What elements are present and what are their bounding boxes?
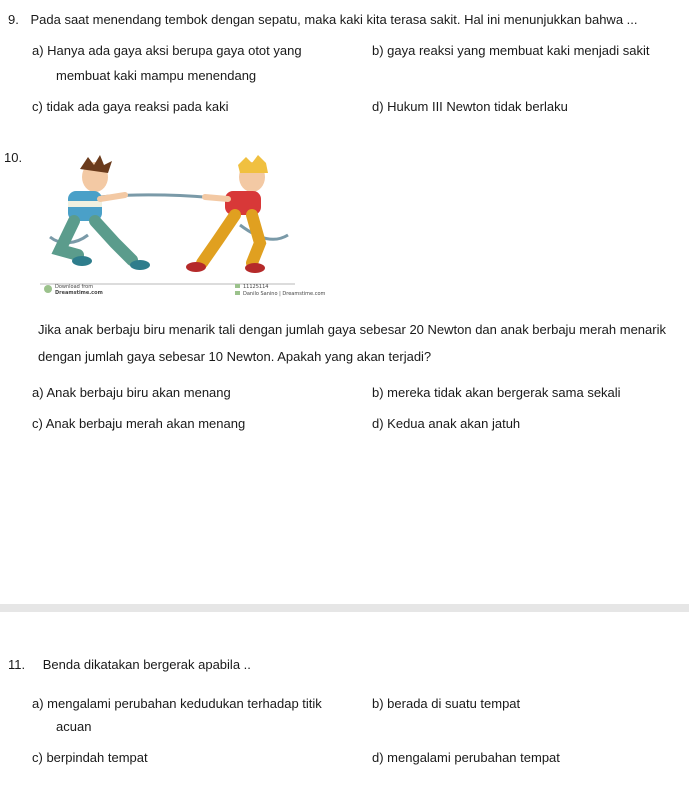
question-number: 11. <box>8 657 26 672</box>
option-b[interactable]: b) mereka tidak akan bergerak sama sekali <box>372 385 621 400</box>
option-a[interactable]: a) mengalami perubahan kedudukan terhadap titik <box>32 696 322 711</box>
question-text: Jika anak berbaju biru menarik tali dengan jumlah gaya sebesar 20 Newton dan anak berbaju merah menarik <box>38 322 666 337</box>
option-d[interactable]: d) mengalami perubahan tempat <box>372 750 560 765</box>
blue-shirt-boy <box>60 155 150 270</box>
watermark-line2: Dreamstime.com <box>55 290 103 296</box>
question-number: 10. <box>4 150 23 165</box>
dreamstime-logo-icon <box>44 285 52 293</box>
red-shirt-boy <box>186 155 268 273</box>
option-d[interactable]: d) Kedua anak akan jatuh <box>372 416 521 431</box>
option-a-continued[interactable]: membuat kaki mampu menendang <box>56 68 257 83</box>
section-divider <box>0 604 689 612</box>
option-a[interactable]: a) Hanya ada gaya aksi berupa gaya otot yang <box>32 43 302 58</box>
option-b[interactable]: b) berada di suatu tempat <box>372 696 521 711</box>
option-d[interactable]: d) Hukum III Newton tidak berlaku <box>372 99 568 114</box>
question-number: 9. <box>8 12 19 27</box>
question-11 <box>8 657 251 672</box>
option-a-continued[interactable]: acuan <box>56 719 92 734</box>
watermark-line1: Download from <box>55 284 94 290</box>
watermark-id: 11125114 <box>243 284 269 290</box>
option-b[interactable]: b) gaya reaksi yang membuat kaki menjadi sakit <box>372 43 650 58</box>
question-text: Benda dikatakan bergerak apabila .. <box>42 657 251 672</box>
option-a[interactable]: a) Anak berbaju biru akan menang <box>32 385 231 400</box>
question-text: Pada saat menendang tembok dengan sepatu, maka kaki kita terasa sakit. Hal ini menunjukkan bahwa ... <box>30 12 638 27</box>
option-c[interactable]: c) berpindah tempat <box>32 750 148 765</box>
option-c[interactable]: c) tidak ada gaya reaksi pada kaki <box>32 99 229 114</box>
watermark-credit: Danilo Sanino | Dreamstime.com <box>243 291 326 297</box>
question-text-continued: dengan jumlah gaya sebesar 10 Newton. Apakah yang akan terjadi? <box>38 349 432 364</box>
option-c[interactable]: c) Anak berbaju merah akan menang <box>32 416 246 431</box>
tug-of-war-illustration <box>40 155 326 300</box>
question-9 <box>8 12 638 27</box>
